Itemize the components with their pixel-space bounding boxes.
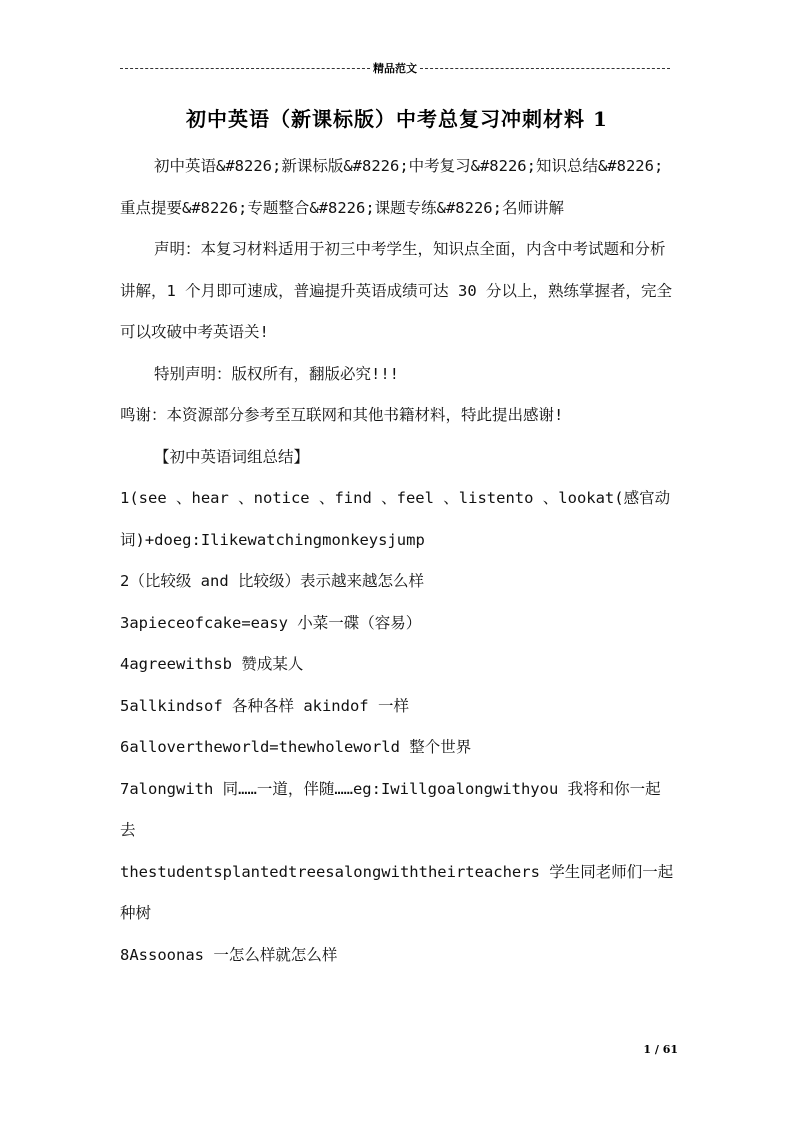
phrase-item: 8Assoonas 一怎么样就怎么样 [120,945,338,964]
phrase-item: 1(see 、hear 、notice 、find 、feel 、listento 、lookat(感官动词)+doeg:Ilikewatchingmonkeysjump [120,489,671,549]
phrase-item: 2（比较级 and 比较级）表示越来越怎么样 [120,572,424,590]
page-number: 1 / 61 [643,1043,678,1056]
document-body [120,146,676,976]
section-heading: 【初中英语词组总结】 [154,447,310,466]
phrase-item: 5allkindsof 各种各样 akindof 一样 [120,696,409,715]
header-divider-left [120,68,370,69]
copyright-paragraph: 特别声明：版权所有，翻版必究!!! [154,364,399,383]
phrase-item: 4agreewithsb 赞成某人 [120,655,304,673]
statement-paragraph: 声明：本复习材料适用于初三中考学生，知识点全面，内含中考试题和分析讲解，1 个月即可速成，普遍提升英语成绩可达 30 分以上，熟练掌握者，完全可以攻破中考英语关! [120,240,672,341]
keywords-paragraph: 初中英语&#8226;新课标版&#8226;中考复习&#8226;知识总结&#8226;重点提要&#8226;专题整合&#8226;课题专练&#8226;名师讲解 [120,157,664,217]
header-label: 精品范文 [373,62,417,75]
phrase-item: 6allovertheworld=thewholeworld 整个世界 [120,738,472,756]
header-divider-right [420,68,670,69]
page-header [120,61,670,75]
acknowledgement-paragraph: 鸣谢：本资源部分参考至互联网和其他书籍材料，特此提出感谢! [120,406,564,424]
phrase-example: thestudentsplantedtreesalongwiththeirteachers 学生同老师们一起种树 [120,862,674,922]
document-title: 初中英语（新课标版）中考总复习冲刺材料 1 [186,107,608,131]
phrase-item: 3apieceofcake=easy 小菜一碟（容易） [120,613,422,632]
phrase-item: 7alongwith 同……一道，伴随……eg:Iwillgoalongwithyou 我将和你一起去 [120,779,661,839]
